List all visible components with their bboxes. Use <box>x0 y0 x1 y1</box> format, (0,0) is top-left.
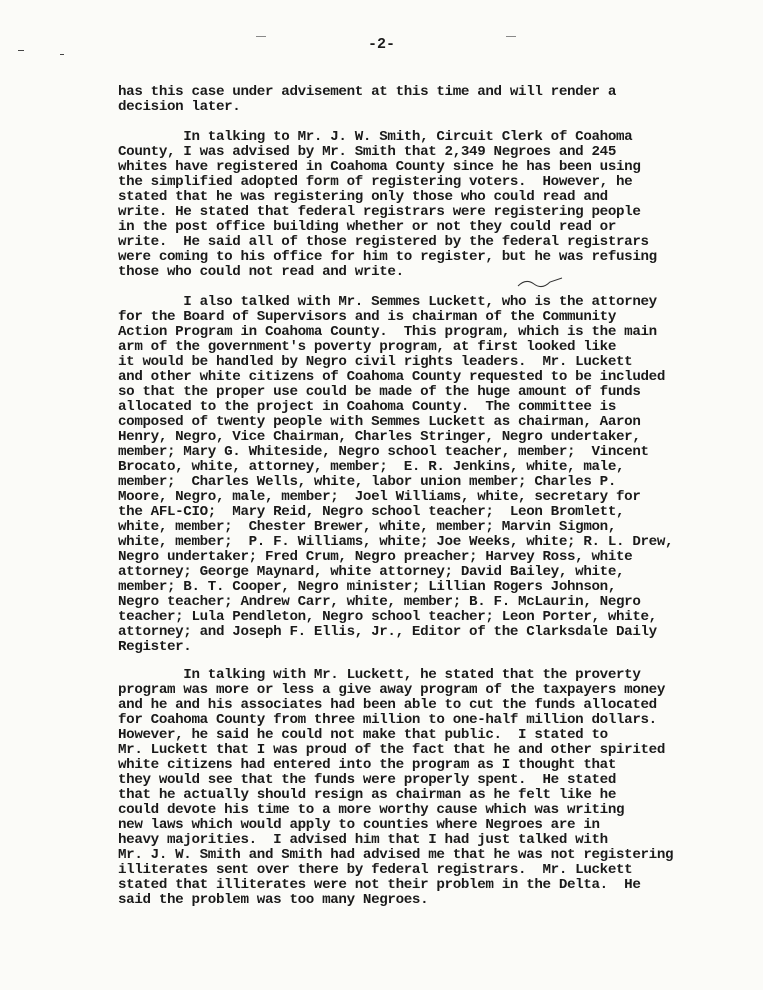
text-line: I also talked with Mr. Semmes Luckett, who is the attorney <box>118 294 657 310</box>
text-line: were coming to his office for him to register, but he was refusing <box>118 249 657 265</box>
text-line: stated that illiterates were not their problem in the Delta. He <box>118 877 641 893</box>
text-line: Mr. J. W. Smith and Smith had advised me that he was not registering <box>118 847 674 863</box>
text-line: whites have registered in Coahoma County since he has been using <box>118 159 641 175</box>
text-line: they would see that the funds were properly spent. He stated <box>118 772 616 788</box>
text-line: illiterates sent over there by federal registrars. Mr. Luckett <box>118 862 633 878</box>
text-line: Moore, Negro, male, member; Joel Williams, white, secretary for <box>118 489 641 505</box>
text-line: new laws which would apply to counties where Negroes are in <box>118 817 600 833</box>
text-line: Brocato, white, attorney, member; E. R. Jenkins, white, male, <box>118 459 625 475</box>
text-line: so that the proper use could be made of the huge amount of funds <box>118 384 641 400</box>
text-line: arm of the government's poverty program, at first looked like <box>118 339 616 355</box>
text-line: it would be handled by Negro civil rights leaders. Mr. Luckett <box>118 354 633 370</box>
text-line: However, he said he could not make that public. I stated to <box>118 727 608 743</box>
text-line: white, member; Chester Brewer, white, member; Marvin Sigmon, <box>118 519 616 535</box>
text-line: stated that he was registering only those who could read and <box>118 189 608 205</box>
text-line: member; Mary G. Whiteside, Negro school teacher, member; Vincent <box>118 444 649 460</box>
text-line: program was more or less a give away program of the taxpayers money <box>118 682 665 698</box>
text-line: white citizens had entered into the program as I thought that <box>118 757 616 773</box>
text-line: in the post office building whether or not they could read or <box>118 219 616 235</box>
text-line: the simplified adopted form of registering voters. However, he <box>118 174 633 190</box>
text-line: decision later. <box>118 99 241 115</box>
text-line: County, I was advised by Mr. Smith that 2,349 Negroes and 245 <box>118 144 616 160</box>
text-line: In talking to Mr. J. W. Smith, Circuit Clerk of Coahoma <box>118 129 633 145</box>
text-line: member; Charles Wells, white, labor union member; Charles P. <box>118 474 616 490</box>
text-line: attorney; George Maynard, white attorney; David Bailey, white, <box>118 564 625 580</box>
text-line: write. He stated that federal registrars were registering people <box>118 204 641 220</box>
text-line: those who could not read and write. <box>118 264 404 280</box>
text-line: has this case under advisement at this time and will render a <box>118 84 616 100</box>
text-line: Negro undertaker; Fred Crum, Negro preacher; Harvey Ross, white <box>118 549 633 565</box>
page-number: -2- <box>367 36 395 53</box>
text-line: allocated to the project in Coahoma County. The committee is <box>118 399 616 415</box>
text-line: composed of twenty people with Semmes Luckett as chairman, Aaron <box>118 414 641 430</box>
text-line: for the Board of Supervisors and is chairman of the Community <box>118 309 616 325</box>
text-line: Mr. Luckett that I was proud of the fact that he and other spirited <box>118 742 665 758</box>
text-line: could devote his time to a more worthy cause which was writing <box>118 802 625 818</box>
text-line: for Coahoma County from three million to one-half million dollars. <box>118 712 657 728</box>
text-line: that he actually should resign as chairman as he felt like he <box>118 787 616 803</box>
text-line: attorney; and Joseph F. Ellis, Jr., Editor of the Clarksdale Daily <box>118 624 657 640</box>
text-line: teacher; Lula Pendleton, Negro school teacher; Leon Porter, white, <box>118 609 657 625</box>
margin-mark-left <box>60 54 64 55</box>
text-line: Negro teacher; Andrew Carr, white, member; B. F. McLaurin, Negro <box>118 594 641 610</box>
text-line: In talking with Mr. Luckett, he stated that the proverty <box>118 667 641 683</box>
text-line: write. He said all of those registered by the federal registrars <box>118 234 649 250</box>
text-line: heavy majorities. I advised him that I had just talked with <box>118 832 608 848</box>
text-line: white, member; P. F. Williams, white; Joe Weeks, white; R. L. Drew, <box>118 534 674 550</box>
text-line: Henry, Negro, Vice Chairman, Charles Stringer, Negro undertaker, <box>118 429 641 445</box>
text-line: and he and his associates had been able to cut the funds allocated <box>118 697 657 713</box>
text-line: member; B. T. Cooper, Negro minister; Lillian Rogers Johnson, <box>118 579 616 595</box>
text-line: Register. <box>118 639 192 655</box>
text-line: and other white citizens of Coahoma County requested to be included <box>118 369 665 385</box>
text-line: Action Program in Coahoma County. This program, which is the main <box>118 324 657 340</box>
text-line: the AFL-CIO; Mary Reid, Negro school teacher; Leon Bromlett, <box>118 504 625 520</box>
handwritten-mark <box>516 276 566 290</box>
text-line: said the problem was too many Negroes. <box>118 892 429 908</box>
